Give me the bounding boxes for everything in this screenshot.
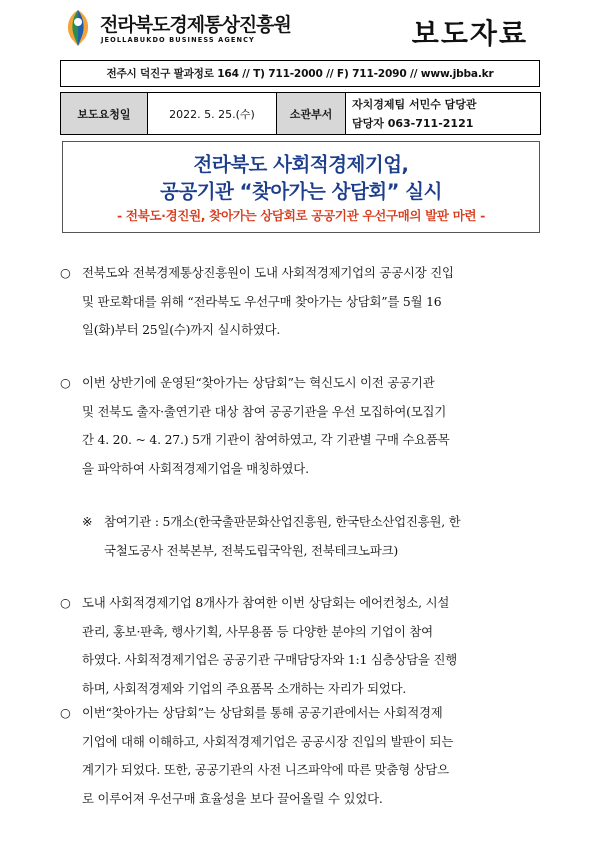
paragraph-line: 이번 상반기에 운영된“찾아가는 상담회”는 혁신도시 이전 공공기관 — [82, 375, 435, 390]
paragraph-line: 전북도와 전북경제통상진흥원이 도내 사회적경제기업의 공공시장 진입 — [82, 265, 454, 280]
title-box — [62, 141, 540, 233]
info-table — [60, 92, 541, 135]
bullet-circle: ○ — [60, 265, 71, 280]
paragraph-line: 일(화)부터 25일(수)까지 실시하였다. — [82, 322, 281, 337]
contact-text: 전주시 덕진구 팔과정로 164 // T) 711-2000 // F) 711-2090 // www.jbba.kr — [106, 68, 494, 80]
participants-note — [82, 508, 546, 565]
bullet-circle: ○ — [60, 375, 71, 390]
paragraph-line: 및 판로확대를 위해 “전라북도 우선구매 찾아가는 상담회”를 5월 16 — [82, 293, 442, 309]
paragraph-2 — [60, 369, 546, 483]
subtitle: - 전북도·경진원, 찾아가는 상담회로 공공기관 우선구매의 발판 마련 - — [117, 208, 485, 223]
paragraph-3 — [60, 589, 546, 703]
title-line-2: 공공기관 “찾아가는 상담회” 실시 — [160, 180, 442, 203]
contact-bar — [60, 60, 540, 87]
bullet-circle: ○ — [60, 705, 71, 720]
org-name-english: JEOLLABUKDO BUSINESS AGENCY — [101, 36, 255, 44]
paragraph-line: 하며, 사회적경제와 기업의 주요품목 소개하는 자리가 되었다. — [82, 680, 407, 696]
note-line: 국철도공사 전북본부, 전북도립국악원, 전북테크노파크) — [104, 542, 399, 558]
paragraph-line: 간 4. 20. ~ 4. 27.) 5개 기관이 참여하였고, 각 기관별 구매 수요품목 — [82, 432, 450, 447]
dept-team: 자치경제팀 서민수 담당관 — [352, 97, 477, 111]
paragraph-1 — [60, 259, 546, 345]
paragraph-line: 로 이루어져 우선구매 효율성을 보다 끌어올릴 수 있었다. — [82, 790, 383, 806]
paragraph-line: 및 전북도 출자·출연기관 대상 참여 공공기관을 우선 모집하여(모집기 — [82, 403, 447, 419]
agency-logo-icon — [60, 8, 96, 48]
paragraph-line: 기업에 대해 이해하고, 사회적경제기업은 공공시장 진입의 발판이 되는 — [82, 733, 454, 749]
paragraph-line: 하였다. 사회적경제기업은 공공기관 구매담당자와 1:1 심층상담을 진행 — [82, 652, 458, 667]
paragraph-line: 도내 사회적경제기업 8개사가 참여한 이번 상담회는 에어컨청소, 시설 — [82, 595, 450, 610]
dept-contact: 담당자 063-711-2121 — [352, 116, 474, 130]
bullet-circle: ○ — [60, 595, 71, 610]
doc-type-title: 보도자료 — [411, 17, 528, 50]
title-line-1: 전라북도 사회적경제기업, — [193, 153, 409, 176]
request-date-label: 보도요청일 — [61, 93, 148, 135]
note-line: 참여기관 : 5개소(한국출판문화산업진흥원, 한국탄소산업진흥원, 한 — [104, 514, 461, 529]
paragraph-line: 관리, 홍보·판촉, 행사기획, 사무용품 등 다양한 분야의 기업이 참여 — [82, 623, 433, 639]
paragraph-line: 계기가 되었다. 또한, 공공기관의 사전 니즈파악에 따른 맞춤형 상담으 — [82, 762, 449, 777]
note-mark: ※ — [82, 514, 93, 529]
press-header — [60, 8, 540, 54]
org-name: 전라북도경제통상진흥원 — [100, 14, 291, 36]
dept-value — [346, 93, 541, 135]
paragraph-line: 을 파악하여 사회적경제기업을 매칭하였다. — [82, 460, 309, 476]
dept-label: 소관부서 — [277, 93, 346, 135]
paragraph-line: 이번“찾아가는 상담회”는 상담회를 통해 공공기관에서는 사회적경제 — [82, 705, 443, 720]
paragraph-4 — [60, 699, 546, 813]
request-date-value: 2022. 5. 25.(수) — [148, 93, 277, 135]
